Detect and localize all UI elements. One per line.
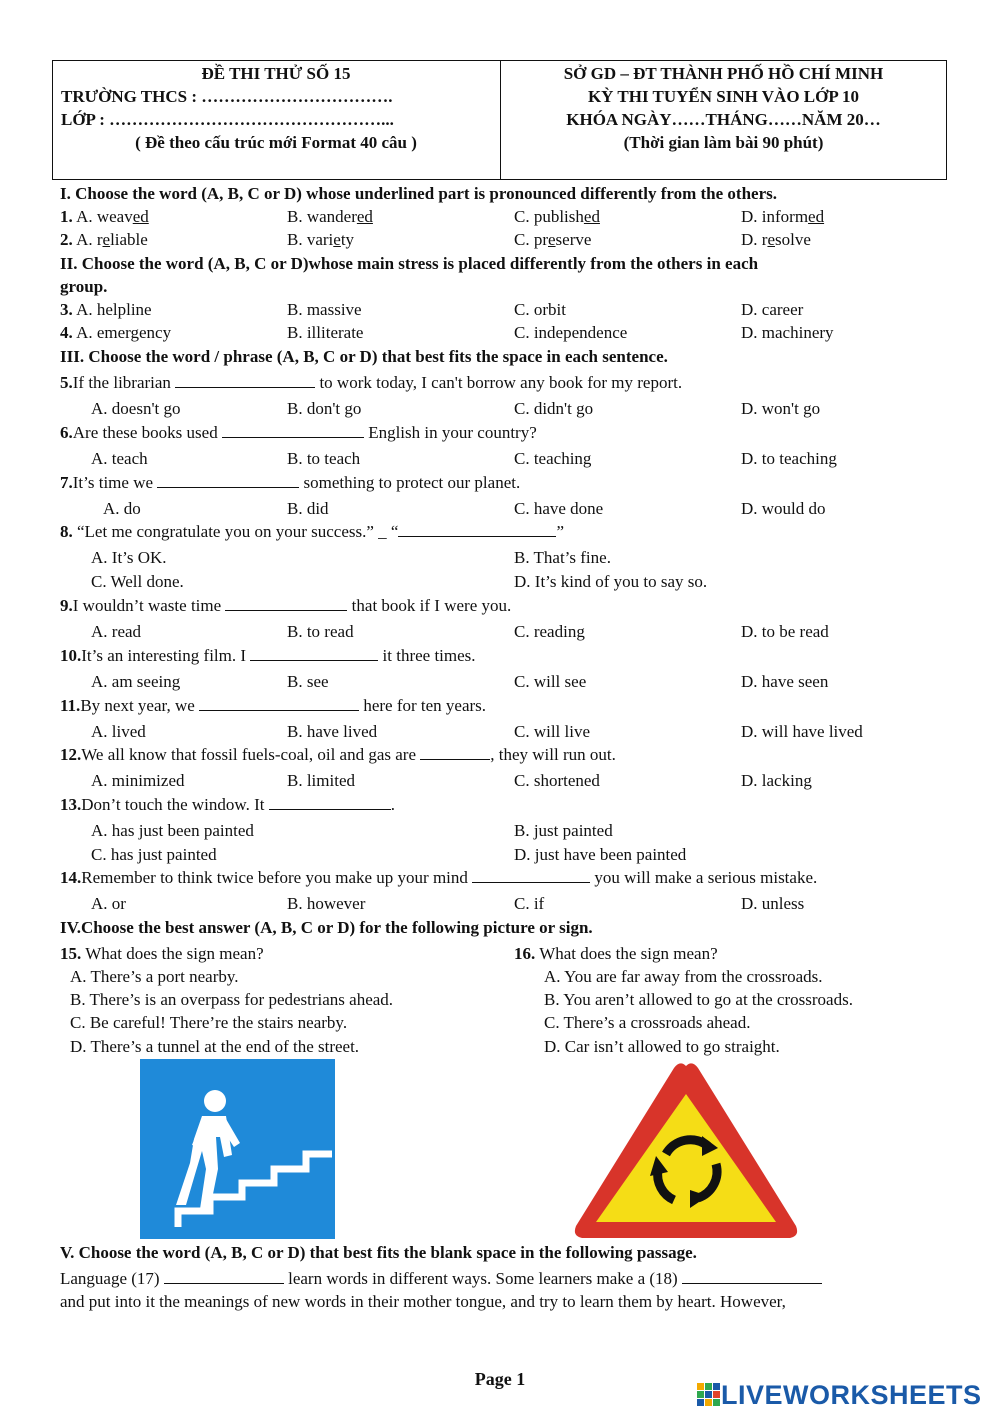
q13-option-d[interactable]: D. just have been painted [514, 845, 687, 864]
q12-stem: 12.We all know that fossil fuels-coal, oil and gas are , they will run out. [60, 745, 616, 764]
page-number: Page 1 [474, 1369, 526, 1389]
q11-option-c[interactable]: C. will live [514, 722, 591, 741]
q15-option-a[interactable]: A. There’s a port nearby. [70, 967, 239, 986]
q15-option-b[interactable]: B. There’s is an overpass for pedestrians ahead. [70, 990, 394, 1009]
q11-option-b[interactable]: B. have lived [287, 722, 378, 741]
q15-option-c[interactable]: C. Be careful! There’re the stairs nearby. [70, 1013, 348, 1032]
q12-option-d[interactable]: D. lacking [741, 771, 812, 790]
q10-option-b[interactable]: B. see [287, 672, 329, 691]
q12-option-b[interactable]: B. limited [287, 771, 355, 790]
section-4-heading: IV.Choose the best answer (A, B, C or D) for the following picture or sign. [60, 918, 593, 937]
q7-option-a[interactable]: A. do [103, 499, 141, 518]
liveworksheets-logo-icon [697, 1383, 721, 1407]
q15-option-d[interactable]: D. There’s a tunnel at the end of the street. [70, 1037, 360, 1056]
q4-option-c[interactable]: C. independence [514, 323, 628, 342]
q3-option-c[interactable]: C. orbit [514, 300, 566, 319]
q7-blank[interactable] [157, 473, 299, 488]
q16-stem: 16. What does the sign mean? [514, 944, 718, 963]
q2-row [60, 230, 148, 250]
q13-stem: 13.Don’t touch the window. It . [60, 795, 395, 814]
q6-stem: 6.Are these books used English in your country? [60, 423, 537, 442]
q17-blank[interactable] [164, 1269, 284, 1284]
q3-row [60, 300, 152, 320]
q11-blank[interactable] [199, 696, 359, 711]
q6-option-b[interactable]: B. to teach [287, 449, 361, 468]
q10-option-c[interactable]: C. will see [514, 672, 587, 691]
format-note: ( Đề theo cấu trúc mới Format 40 câu ) [135, 133, 417, 152]
class-line: LỚP : …………………………………………... [61, 110, 394, 129]
q11-option-d[interactable]: D. will have lived [741, 722, 863, 741]
q12-blank[interactable] [420, 745, 490, 760]
q1-option-d[interactable]: D. informed [741, 207, 825, 226]
q14-blank[interactable] [472, 868, 590, 883]
q5-option-d[interactable]: D. won't go [741, 399, 821, 418]
q16-option-c[interactable]: C. There’s a crossroads ahead. [544, 1013, 751, 1032]
section-5-heading: V. Choose the word (A, B, C or D) that best fits the blank space in the following passage. [60, 1243, 697, 1262]
q9-stem: 9.I wouldn’t waste time that book if I were you. [60, 596, 512, 615]
q5-option-b[interactable]: B. don't go [287, 399, 362, 418]
q11-stem: 11.By next year, we here for ten years. [60, 696, 487, 715]
q6-option-d[interactable]: D. to teaching [741, 449, 837, 468]
q3-option-b[interactable]: B. massive [287, 300, 362, 319]
q2-option-d[interactable]: D. resolve [741, 230, 811, 249]
stairs-sign-icon [140, 1059, 335, 1239]
q11-option-a[interactable]: A. lived [91, 722, 146, 741]
q1-row [60, 207, 149, 227]
q10-stem: 10.It’s an interesting film. I it three times. [60, 646, 476, 665]
duration: (Thời gian làm bài 90 phút) [623, 133, 824, 152]
section-1-heading: I. Choose the word (A, B, C or D) whose underlined part is pronounced differently from the others. [60, 184, 777, 203]
q14-option-a[interactable]: A. or [91, 894, 126, 913]
q6-option-a[interactable]: A. teach [91, 449, 148, 468]
q4-row [60, 323, 171, 343]
q1-option-a[interactable]: A. weaved [76, 207, 149, 226]
q5-stem: 5.If the librarian to work today, I can't borrow any book for my report. [60, 373, 683, 392]
section-3-heading: III. Choose the word / phrase (A, B, C or D) that best fits the space in each sentence. [60, 347, 668, 366]
q5-option-a[interactable]: A. doesn't go [91, 399, 181, 418]
liveworksheets-wordmark: LIVEWORKSHEETS [721, 1379, 982, 1410]
exam-name: KỲ THI TUYỂN SINH VÀO LỚP 10 [587, 87, 860, 106]
passage-line-1: Language (17) learn words in different ways. Some learners make a (18) [60, 1269, 822, 1289]
q13-option-b[interactable]: B. just painted [514, 821, 613, 840]
q4-number: 4. [60, 323, 73, 342]
q7-option-d[interactable]: D. would do [741, 499, 826, 518]
school-line: TRƯỜNG THCS : ……………………………. [61, 87, 393, 106]
q2-option-c[interactable]: C. preserve [514, 230, 592, 249]
q18-blank[interactable] [682, 1269, 822, 1284]
q9-option-c[interactable]: C. reading [514, 622, 585, 641]
q9-option-b[interactable]: B. to read [287, 622, 354, 641]
q9-blank[interactable] [225, 596, 347, 611]
q1-option-c[interactable]: C. published [514, 207, 600, 226]
q10-blank[interactable] [250, 646, 378, 661]
passage-line-2: and put into it the meanings of new words in their mother tongue, and try to learn them by heart. However, [60, 1292, 786, 1311]
q7-stem: 7.It’s time we something to protect our planet. [60, 473, 521, 492]
q8-stem: 8. “Let me congratulate you on your success.” _ “ ” [60, 522, 565, 541]
q1-number: 1. [60, 207, 73, 226]
q14-stem: 14.Remember to think twice before you make up your mind you will make a serious mistake. [60, 868, 818, 887]
q14-option-b[interactable]: B. however [287, 894, 366, 913]
q13-blank[interactable] [269, 795, 391, 810]
q12-option-a[interactable]: A. minimized [91, 771, 185, 790]
q6-blank[interactable] [222, 423, 364, 438]
q1-option-b[interactable]: B. wandered [287, 207, 373, 226]
q5-option-c[interactable]: C. didn't go [514, 399, 594, 418]
q14-option-d[interactable]: D. unless [741, 894, 805, 913]
q8-blank[interactable] [398, 522, 556, 537]
q14-option-c[interactable]: C. if [514, 894, 545, 913]
q5-blank[interactable] [175, 373, 315, 388]
q7-option-b[interactable]: B. did [287, 499, 329, 518]
q6-option-c[interactable]: C. teaching [514, 449, 592, 468]
q8-option-a[interactable]: A. It’s OK. [91, 548, 167, 567]
q3-option-d[interactable]: D. career [741, 300, 804, 319]
q4-option-d[interactable]: D. machinery [741, 323, 834, 342]
q4-option-b[interactable]: B. illiterate [287, 323, 364, 342]
q10-option-a[interactable]: A. am seeing [91, 672, 181, 691]
liveworksheets-logo[interactable] [697, 1380, 982, 1410]
q3-number: 3. [60, 300, 73, 319]
q9-option-d[interactable]: D. to be read [741, 622, 829, 641]
q8-option-b[interactable]: B. That’s fine. [514, 548, 611, 567]
q13-option-c[interactable]: C. has just painted [91, 845, 217, 864]
q16-option-b[interactable]: B. You aren’t allowed to go at the crossroads. [544, 990, 853, 1009]
q8-option-d[interactable]: D. It’s kind of you to say so. [514, 572, 708, 591]
department: SỞ GD – ĐT THÀNH PHỐ HỒ CHÍ MINH [563, 64, 884, 83]
q8-option-c[interactable]: C. Well done. [91, 572, 184, 591]
exam-title: ĐỀ THI THỬ SỐ 15 [201, 64, 351, 83]
q16-option-d[interactable]: D. Car isn’t allowed to go straight. [544, 1037, 780, 1056]
section-2-heading: II. Choose the word (A, B, C or D)whose main stress is placed differently from the others in each [60, 254, 759, 273]
q10-option-d[interactable]: D. have seen [741, 672, 829, 691]
q3-option-a[interactable]: A. helpline [76, 300, 152, 319]
q7-option-c[interactable]: C. have done [514, 499, 604, 518]
q12-option-c[interactable]: C. shortened [514, 771, 600, 790]
q4-option-a[interactable]: A. emergency [76, 323, 172, 342]
q15-stem: 15. What does the sign mean? [60, 944, 264, 963]
q13-option-a[interactable]: A. has just been painted [91, 821, 254, 840]
q2-option-b[interactable]: B. variety [287, 230, 355, 249]
q9-option-a[interactable]: A. read [91, 622, 142, 641]
q2-option-a[interactable]: A. reliable [76, 230, 148, 249]
roundabout-warning-sign-icon [570, 1058, 802, 1242]
exam-date: KHÓA NGÀY……THÁNG……NĂM 20… [566, 110, 881, 129]
section-2-heading-cont: group. [60, 277, 108, 296]
q16-option-a[interactable]: A. You are far away from the crossroads. [544, 967, 823, 986]
q2-number: 2. [60, 230, 73, 249]
